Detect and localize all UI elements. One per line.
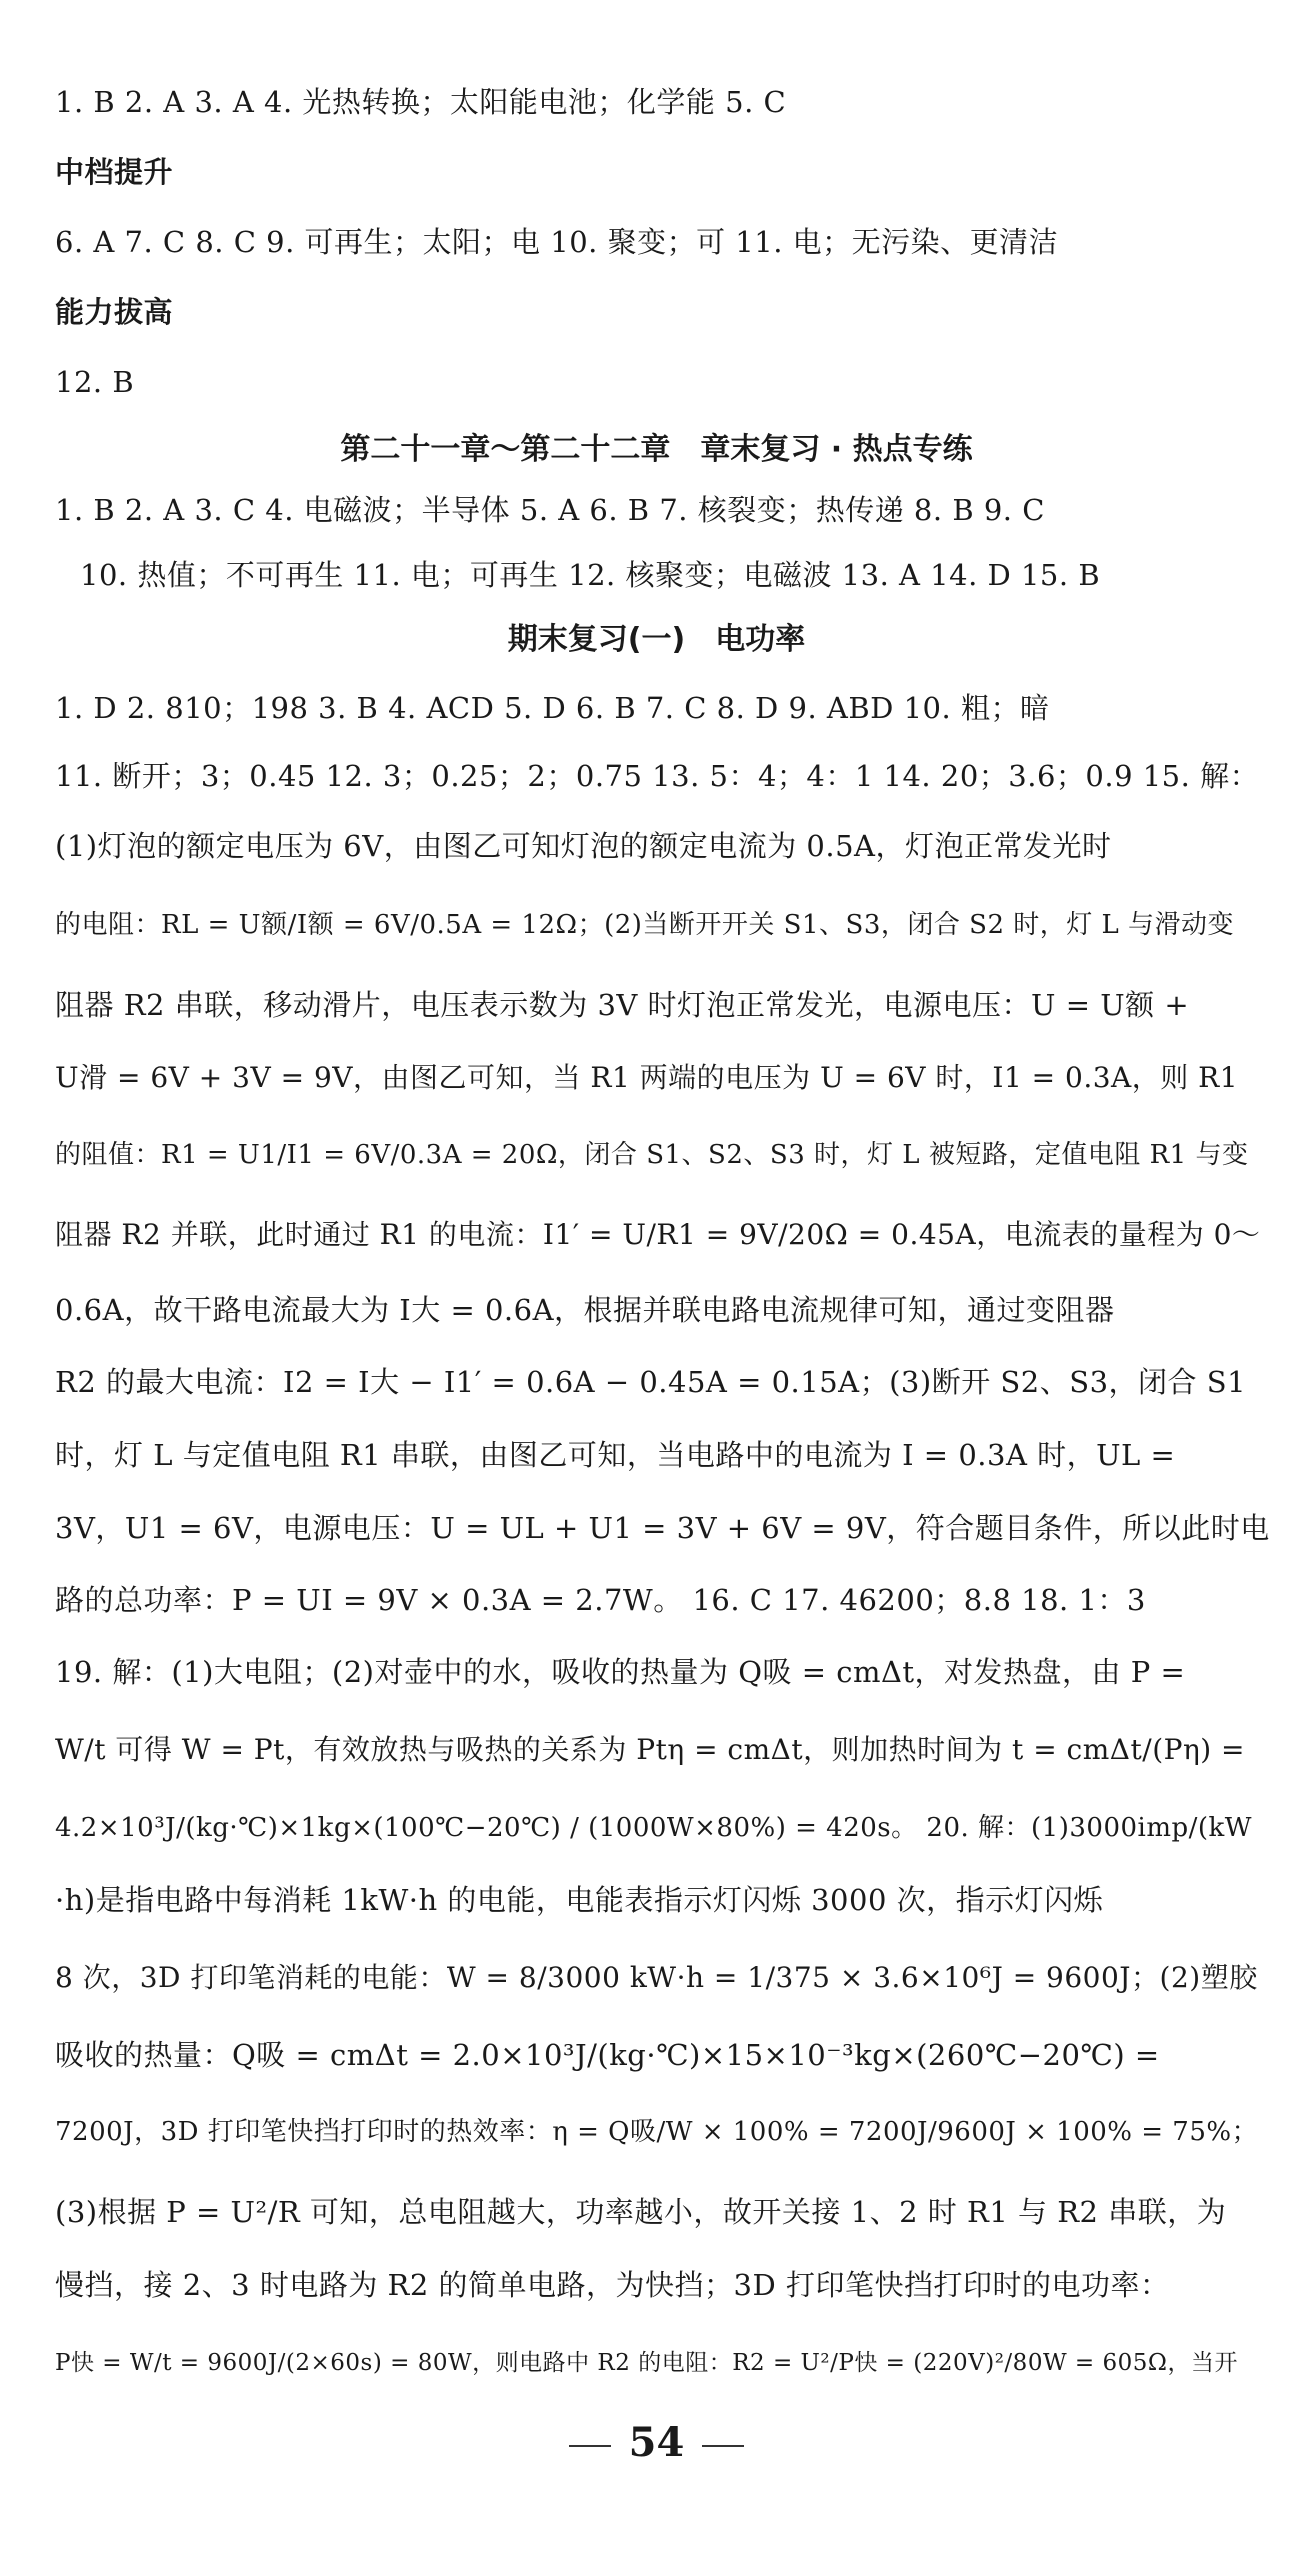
solution-line: 阻器 R2 并联，此时通过 R1 的电流：I1′ = U/R1 = 9V/20Ω = 0.45A，电流表的量程为 0～	[55, 1218, 1261, 1251]
section-heading-mid: 中档提升	[55, 155, 174, 189]
solution-line: (3)根据 P = U²/R 可知，总电阻越大，功率越小，故开关接 1、2 时 R1 与 R2 串联，为	[55, 2195, 1227, 2229]
solution-line: 的电阻：RL = U额/I额 = 6V/0.5A = 12Ω；(2)当断开开关 S1、S3，闭合 S2 时，灯 L 与滑动变	[55, 910, 1235, 940]
answer-line: 1. D 2. 810；198 3. B 4. ACD 5. D 6. B 7. C 8. D 9. ABD 10. 粗；暗	[55, 691, 1050, 725]
page-number-dash-left	[569, 2445, 611, 2447]
page-number	[0, 2418, 1313, 2468]
solution-line: ·h)是指电路中每消耗 1kW·h 的电能，电能表指示灯闪烁 3000 次，指示灯闪烁	[55, 1883, 1104, 1917]
solution-line: 7200J，3D 打印笔快挡打印时的热效率：η = Q吸/W × 100% = 7200J/9600J × 100% = 75%；	[55, 2117, 1259, 2147]
solution-line: 的阻值：R1 = U1/I1 = 6V/0.3A = 20Ω，闭合 S1、S2、S3 时，灯 L 被短路，定值电阻 R1 与变	[55, 1140, 1249, 1170]
solution-line: R2 的最大电流：I2 = I大 − I1′ = 0.6A − 0.45A = 0.15A；(3)断开 S2、S3，闭合 S1	[55, 1365, 1247, 1399]
solution-line: (1)灯泡的额定电压为 6V，由图乙可知灯泡的额定电流为 0.5A，灯泡正常发光时	[55, 829, 1112, 863]
chapter-review-title: 第二十一章～第二十二章 章末复习 · 热点专练	[340, 432, 973, 467]
solution-line: 吸收的热量：Q吸 = cmΔt = 2.0×10³J/(kg·℃)×15×10⁻³kg×(260℃−20℃) =	[55, 2038, 1160, 2072]
solution-line: 3V，U1 = 6V，电源电压：U = UL + U1 = 3V + 6V = 9V，符合题目条件，所以此时电	[55, 1511, 1270, 1545]
answer-line: 6. A 7. C 8. C 9. 可再生；太阳；电 10. 聚变；可 11. 电；无污染、更清洁	[55, 225, 1059, 259]
answer-line: 11. 断开；3；0.45 12. 3；0.25；2；0.75 13. 5：4；4：1 14. 20；3.6；0.9 15. 解：	[55, 759, 1260, 793]
final-review-title: 期末复习(一) 电功率	[507, 622, 806, 657]
solution-line: 8 次，3D 打印笔消耗的电能：W = 8/3000 kW·h = 1/375 × 3.6×10⁶J = 9600J；(2)塑胶	[55, 1961, 1258, 1994]
answer-line: 10. 热值；不可再生 11. 电；可再生 12. 核聚变；电磁波 13. A 14. D 15. B	[80, 558, 1101, 592]
page-number-dash-right	[702, 2445, 744, 2447]
answer-line: 1. B 2. A 3. A 4. 光热转换；太阳能电池；化学能 5. C	[55, 85, 787, 119]
solution-line: 慢挡，接 2、3 时电路为 R2 的简单电路，为快挡；3D 打印笔快挡打印时的电功率：	[55, 2268, 1170, 2302]
solution-line: W/t 可得 W = Pt，有效放热与吸热的关系为 Ptη = cmΔt，则加热时间为 t = cmΔt/(Pη) =	[55, 1733, 1246, 1766]
solution-line: P快 = W/t = 9600J/(2×60s) = 80W，则电路中 R2 的电阻：R2 = U²/P快 = (220V)²/80W = 605Ω，当开	[55, 2350, 1238, 2376]
page-number-text: 54	[628, 2419, 685, 2466]
answer-line: 12. B	[55, 365, 135, 399]
section-heading-ability: 能力拔高	[55, 295, 174, 329]
solution-line: 4.2×10³J/(kg·℃)×1kg×(100℃−20℃) / (1000W×80%) = 420s。 20. 解：(1)3000imp/(kW	[55, 1813, 1253, 1843]
solution-line: 0.6A，故干路电流最大为 I大 = 0.6A，根据并联电路电流规律可知，通过变阻器	[55, 1293, 1115, 1327]
solution-line: 时，灯 L 与定值电阻 R1 串联，由图乙可知，当电路中的电流为 I = 0.3A 时，UL =	[55, 1438, 1176, 1472]
solution-line: 19. 解：(1)大电阻；(2)对壶中的水，吸收的热量为 Q吸 = cmΔt，对发热盘，由 P =	[55, 1655, 1186, 1689]
answer-line: 1. B 2. A 3. C 4. 电磁波；半导体 5. A 6. B 7. 核裂变；热传递 8. B 9. C	[55, 493, 1045, 527]
solution-line: U滑 = 6V + 3V = 9V，由图乙可知，当 R1 两端的电压为 U = 6V 时，I1 = 0.3A，则 R1	[55, 1061, 1239, 1094]
solution-line: 路的总功率：P = UI = 9V × 0.3A = 2.7W。 16. C 17. 46200；8.8 18. 1：3	[55, 1583, 1146, 1617]
solution-line: 阻器 R2 串联，移动滑片，电压表示数为 3V 时灯泡正常发光，电源电压：U = U额 +	[55, 988, 1190, 1022]
